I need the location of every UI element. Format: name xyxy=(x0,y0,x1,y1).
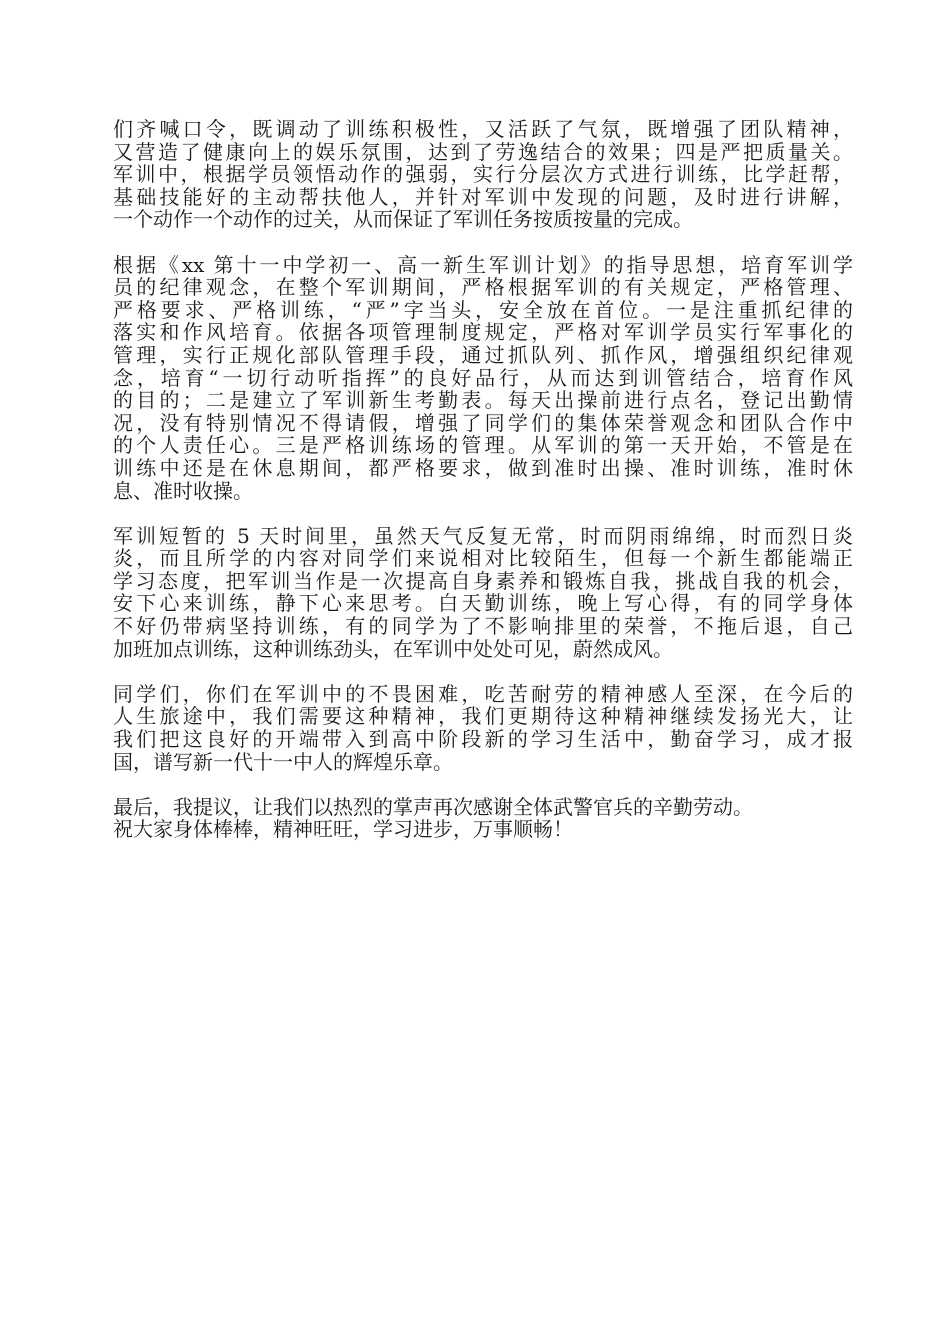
text-line: 基础技能好的主动帮扶他人，并针对军训中发现的问题，及时进行讲解， xyxy=(113,184,853,209)
text-line: 安下心来训练，静下心来思考。白天勤训练，晚上写心得，有的同学身体 xyxy=(113,591,853,616)
text-line: 同学们，你们在军训中的不畏困难，吃苦耐劳的精神感人至深，在今后的 xyxy=(113,681,853,706)
text-line: 祝大家身体棒棒，精神旺旺，学习进步，万事顺畅！ xyxy=(113,817,573,842)
text-line: 学习态度，把军训当作是一次提高自身素养和锻炼自我，挑战自我的机会， xyxy=(113,568,853,593)
text-line: 的个人责任心。三是严格训练场的管理。从军训的第一天开始，不管是在 xyxy=(113,433,853,458)
text-line: 最后，我提议，让我们以热烈的掌声再次感谢全体武警官兵的辛勤劳动。 xyxy=(113,794,753,819)
text-line: 们齐喊口令，既调动了训练积极性，又活跃了气氛，既增强了团队精神， xyxy=(113,117,853,141)
text-line: 又营造了健康向上的娱乐氛围，达到了劳逸结合的效果；四是严把质量关。 xyxy=(113,139,853,164)
document-body xyxy=(113,118,853,864)
paragraph-1 xyxy=(113,118,853,231)
text-line: 一个动作一个动作的过关，从而保证了军训任务按质按量的完成。 xyxy=(113,207,693,232)
text-line: 的目的；二是建立了军训新生考勤表。每天出操前进行点名，登记出勤情 xyxy=(113,388,853,413)
text-line: 炎，而且所学的内容对同学们来说相对比较陌生，但每一个新生都能端正 xyxy=(113,546,853,571)
text-line: 况，没有特别情况不得请假，增强了同学们的集体荣誉观念和团队合作中 xyxy=(113,410,853,435)
text-line: 落实和作风培育。依据各项管理制度规定，严格对军训学员实行军事化的 xyxy=(113,320,853,345)
text-line: 息、准时收操。 xyxy=(113,478,253,503)
text-line: 管理，实行正规化部队管理手段，通过抓队列、抓作风，增强组织纪律观 xyxy=(113,342,853,367)
paragraph-4 xyxy=(113,683,853,773)
text-line: 军训中，根据学员领悟动作的强弱，实行分层次方式进行训练，比学赶帮， xyxy=(113,162,853,187)
text-line: 我们把这良好的开端带入到高中阶段新的学习生活中，勤奋学习，成才报 xyxy=(113,727,853,752)
text-line: 严格要求、严格训练，“严”字当头，安全放在首位。一是注重抓纪律的 xyxy=(113,297,853,322)
text-line: 国，谱写新一代十一中人的辉煌乐章。 xyxy=(113,749,453,774)
paragraph-5 xyxy=(113,796,853,841)
paragraph-3 xyxy=(113,525,853,661)
text-line: 不好仍带病坚持训练，有的同学为了不影响排里的荣誉，不拖后退，自己 xyxy=(113,614,853,639)
text-line: 训练中还是在休息期间，都严格要求，做到准时出操、准时训练，准时休 xyxy=(113,455,853,480)
text-line: 根据《xx 第十一中学初一、高一新生军训计划》的指导思想，培育军训学 xyxy=(113,252,853,277)
text-line: 人生旅途中，我们需要这种精神，我们更期待这种精神继续发扬光大，让 xyxy=(113,704,853,729)
text-line: 念，培育“一切行动听指挥”的良好品行，从而达到训管结合，培育作风 xyxy=(113,365,853,390)
text-line: 加班加点训练，这种训练劲头，在军训中处处可见，蔚然成风。 xyxy=(113,636,673,661)
paragraph-2 xyxy=(113,254,853,503)
text-line: 员的纪律观念，在整个军训期间，严格根据军训的有关规定，严格管理、 xyxy=(113,275,853,300)
text-line: 军训短暂的 5 天时间里，虽然天气反复无常，时而阴雨绵绵，时而烈日炎 xyxy=(113,523,853,548)
